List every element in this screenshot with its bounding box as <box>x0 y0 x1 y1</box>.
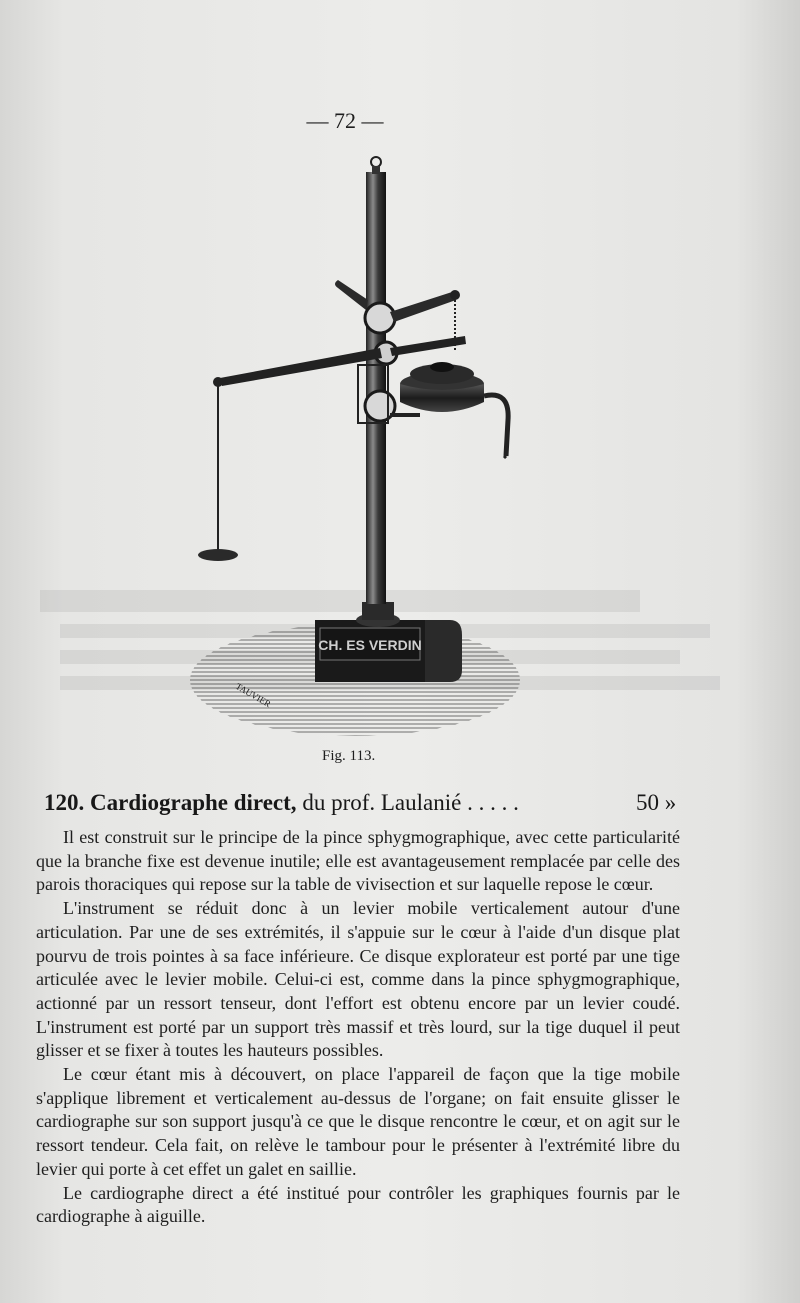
section-heading <box>44 790 744 816</box>
section-title: Cardiographe direct, <box>90 790 297 815</box>
paragraph: Le cœur étant mis à découvert, on place l'appareil de façon que la tige mobile s'applique librement et verticalement au-dessus de l'organe; on fait ensuite glisser le cardiographe sur son support jusqu'à ce que le disque rencontre le cœur, et on agit sur le ressort tendeur. Cela fait, on relève le tambour pour le présenter à l'extrémité libre du levier qui porte à cet effet un galet en saillie. <box>36 1064 680 1179</box>
paragraph: L'instrument se réduit donc à un levier mobile verticalement autour d'une articulation. Par une de ses extrémités, il s'appuie sur le cœur à l'aide d'un disque plat pourvu de trois pointes à sa face inférieure. Ce disque explorateur est porté par une tige articulée avec le levier mobile. Celui-ci est, comme dans la pince sphygmographique, actionné par un ressort tenseur, dont l'effort est obtenu encore par un levier coudé. L'instrument est porté par un support très massif et très lourd, sur la tige duquel il peut glisser et se fixer à toutes les hauteurs possibles. <box>36 898 680 1061</box>
section-author: du prof. Laulanié <box>302 790 462 815</box>
cardiograph-illustration <box>180 150 540 750</box>
section-leader-dots: . . . . . <box>467 790 519 815</box>
body-text <box>36 826 680 1229</box>
paragraph: Il est construit sur le principe de la pince sphygmographique, avec cette particularité que la branche fixe est devenue inutile; elle est avantageusement remplacée par celle des parois thoraciques qui repose sur la table de vivisection et sur laquelle repose le cœur. <box>36 827 680 895</box>
section-price: 50 » <box>636 790 677 815</box>
section-number: 120. <box>44 790 85 815</box>
paragraph: Le cardiographe direct a été institué pour contrôler les graphiques fournis par le cardiographe à aiguille. <box>36 1182 680 1227</box>
figure-caption: Fig. 113. <box>322 748 376 764</box>
engraver-signature: TAUVIER <box>234 681 273 710</box>
page-number: — 72 — <box>306 108 384 133</box>
maker-engraving: CH. ES VERDIN <box>318 637 422 653</box>
